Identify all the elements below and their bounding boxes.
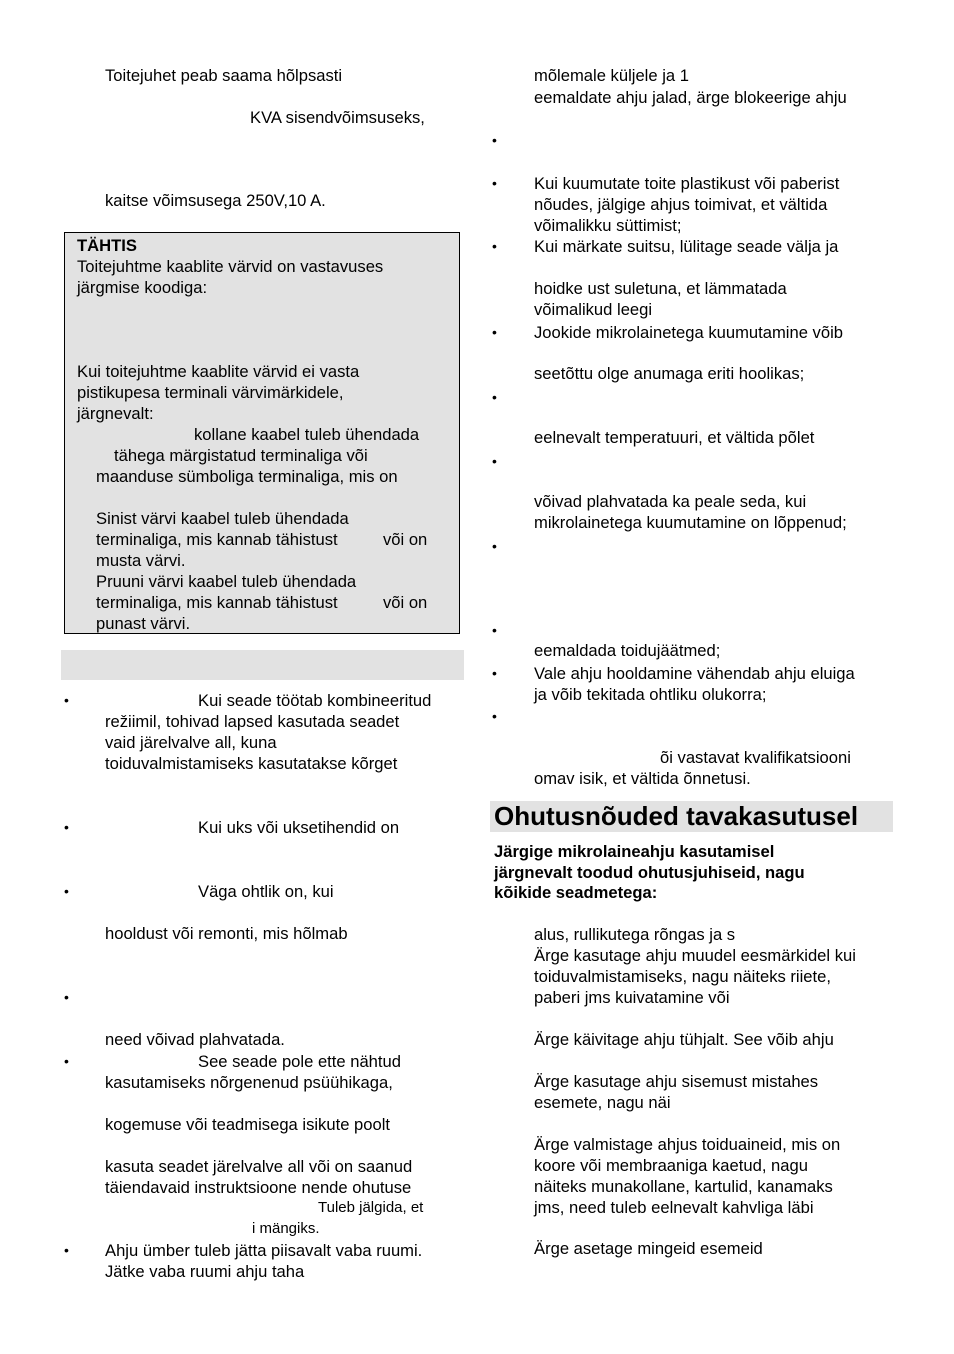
list-item-text: toiduvalmistamiseks kasutatakse kõrget: [105, 754, 398, 773]
bullet-icon: •: [492, 132, 497, 148]
important-box-line: või on: [383, 593, 428, 612]
list-item-text: eelnevalt temperatuuri, et vältida põlet: [534, 428, 815, 447]
bullet-icon: •: [64, 692, 69, 708]
bullet-icon: •: [492, 175, 497, 191]
list-item-text: Jookide mikrolainetega kuumutamine võib: [534, 323, 843, 342]
list-item-text: hoidke ust suletuna, et lämmatada: [534, 279, 787, 298]
important-box-line: Kui toitejuhtme kaablite värvid ei vasta: [77, 362, 360, 381]
list-item-text: Kui kuumutate toite plastikust või paberist: [534, 174, 840, 193]
list-item-text: Tuleb jälgida, et: [318, 1199, 424, 1216]
list-item-text: Jätke vaba ruumi ahju taha: [105, 1262, 305, 1281]
important-box-line: tähega märgistatud terminaliga või: [114, 446, 368, 465]
list-item-text: See seade pole ette nähtud: [198, 1052, 401, 1071]
list-item-text: kasutamiseks nõrgenenud psüühikaga,: [105, 1073, 393, 1092]
list-item-text: Kui seade töötab kombineeritud: [198, 691, 432, 710]
important-box-line: musta värvi.: [96, 551, 186, 570]
important-box-line: Pruuni värvi kaabel tuleb ühendada: [96, 572, 357, 591]
section-line: Ärge asetage mingeid esemeid: [534, 1239, 763, 1258]
section-line: alus, rullikutega rõngas ja s: [534, 925, 736, 944]
section-intro: järgnevalt toodud ohutusjuhiseid, nagu: [494, 863, 805, 882]
list-item-text: õi vastavat kvalifikatsiooni: [660, 748, 851, 767]
section-line: paberi jms kuivatamine või: [534, 988, 730, 1007]
important-box-line: või on: [383, 530, 428, 549]
list-item-text: täiendavaid instruktsioone nende ohutuse: [105, 1178, 412, 1197]
important-box-line: pistikupesa terminali värvimärkidele,: [77, 383, 344, 402]
list-item-text: eemaldate ahju jalad, ärge blokeerige ahju: [534, 88, 847, 107]
important-box-line: maanduse sümboliga terminaliga, mis on: [96, 467, 398, 486]
list-item-text: nõudes, jälgige ahjus toimivat, et vältida: [534, 195, 828, 214]
bullet-icon: •: [492, 324, 497, 340]
list-item-text: eemaldada toidujäätmed;: [534, 641, 721, 660]
bullet-icon: •: [492, 708, 497, 724]
section-intro: Järgige mikrolaineahju kasutamisel: [494, 842, 775, 861]
section-intro: kõikide seadmetega:: [494, 883, 658, 902]
section-line: jms, need tuleb eelnevalt kahvliga läbi: [534, 1198, 814, 1217]
list-item-text: Kui märkate suitsu, lülitage seade välja ja: [534, 237, 839, 256]
list-item-text: seetõttu olge anumaga eriti hoolikas;: [534, 364, 805, 383]
list-item-text: kasuta seadet järelvalve all või on saanud: [105, 1157, 413, 1176]
list-item-text: need võivad plahvatada.: [105, 1030, 285, 1049]
list-item-text: Ahju ümber tuleb jätta piisavalt vaba ruumi.: [105, 1241, 423, 1260]
bullet-icon: •: [492, 665, 497, 681]
important-box-line: kollane kaabel tuleb ühendada: [194, 425, 420, 444]
section-heading: Ohutusnõuded tavakasutusel: [494, 801, 859, 831]
bullet-icon: •: [492, 538, 497, 554]
important-box-line: Toitejuhtme kaablite värvid on vastavuses: [77, 257, 384, 276]
intro-line: KVA sisendvõimsuseks,: [250, 108, 425, 127]
section-line: toiduvalmistamiseks, nagu näiteks riiete,: [534, 967, 831, 986]
list-item-text: režiimil, tohivad lapsed kasutada seadet: [105, 712, 400, 731]
section-line: Ärge kasutage ahju sisemust mistahes: [534, 1072, 819, 1091]
important-box-title: TÄHTIS: [77, 236, 137, 255]
intro-line: kaitse võimsusega 250V,10 A.: [105, 191, 326, 210]
bullet-icon: •: [492, 453, 497, 469]
list-item-text: Kui uks või uksetihendid on: [198, 818, 400, 837]
list-item-text: ja võib tekitada ohtliku olukorra;: [534, 685, 767, 704]
list-item-text: kogemuse või teadmisega isikute poolt: [105, 1115, 391, 1134]
important-box-line: järgnevalt:: [77, 404, 154, 423]
bullet-icon: •: [64, 883, 69, 899]
section-band: [61, 650, 464, 680]
important-box-line: terminaliga, mis kannab tähistust: [96, 593, 338, 612]
bullet-icon: •: [492, 622, 497, 638]
list-item-text: mikrolainetega kuumutamine on lõppenud;: [534, 513, 847, 532]
list-item-text: mõlemale küljele ja 1: [534, 66, 689, 85]
bullet-icon: •: [64, 989, 69, 1005]
list-item-text: hooldust või remonti, mis hõlmab: [105, 924, 348, 943]
important-box-line: Sinist värvi kaabel tuleb ühendada: [96, 509, 349, 528]
important-box-line: punast värvi.: [96, 614, 191, 633]
bullet-icon: •: [64, 819, 69, 835]
intro-line: Toitejuhet peab saama hõlpsasti: [105, 66, 343, 85]
section-line: koore või membraaniga kaetud, nagu: [534, 1156, 808, 1175]
list-item-text: Vale ahju hooldamine vähendab ahju eluiga: [534, 664, 855, 683]
section-line: esemete, nagu näi: [534, 1093, 671, 1112]
list-item-text: võimalikud leegi: [534, 300, 653, 319]
bullet-icon: •: [64, 1053, 69, 1069]
bullet-icon: •: [492, 238, 497, 254]
important-box-line: järgmise koodiga:: [77, 278, 208, 297]
list-item-text: i mängiks.: [252, 1220, 320, 1237]
list-item-text: võimalikku süttimist;: [534, 216, 682, 235]
section-line: näiteks munakollane, kartulid, kanamaks: [534, 1177, 833, 1196]
list-item-text: vaid järelvalve all, kuna: [105, 733, 277, 752]
list-item-text: Väga ohtlik on, kui: [198, 882, 334, 901]
bullet-icon: •: [492, 389, 497, 405]
bullet-icon: •: [64, 1242, 69, 1258]
section-line: Ärge käivitage ahju tühjalt. See võib ahju: [534, 1030, 834, 1049]
important-box-line: terminaliga, mis kannab tähistust: [96, 530, 338, 549]
list-item-text: omav isik, et vältida õnnetusi.: [534, 769, 751, 788]
section-line: Ärge valmistage ahjus toiduaineid, mis on: [534, 1135, 841, 1154]
list-item-text: võivad plahvatada ka peale seda, kui: [534, 492, 807, 511]
section-line: Ärge kasutage ahju muudel eesmärkidel kui: [534, 946, 856, 965]
